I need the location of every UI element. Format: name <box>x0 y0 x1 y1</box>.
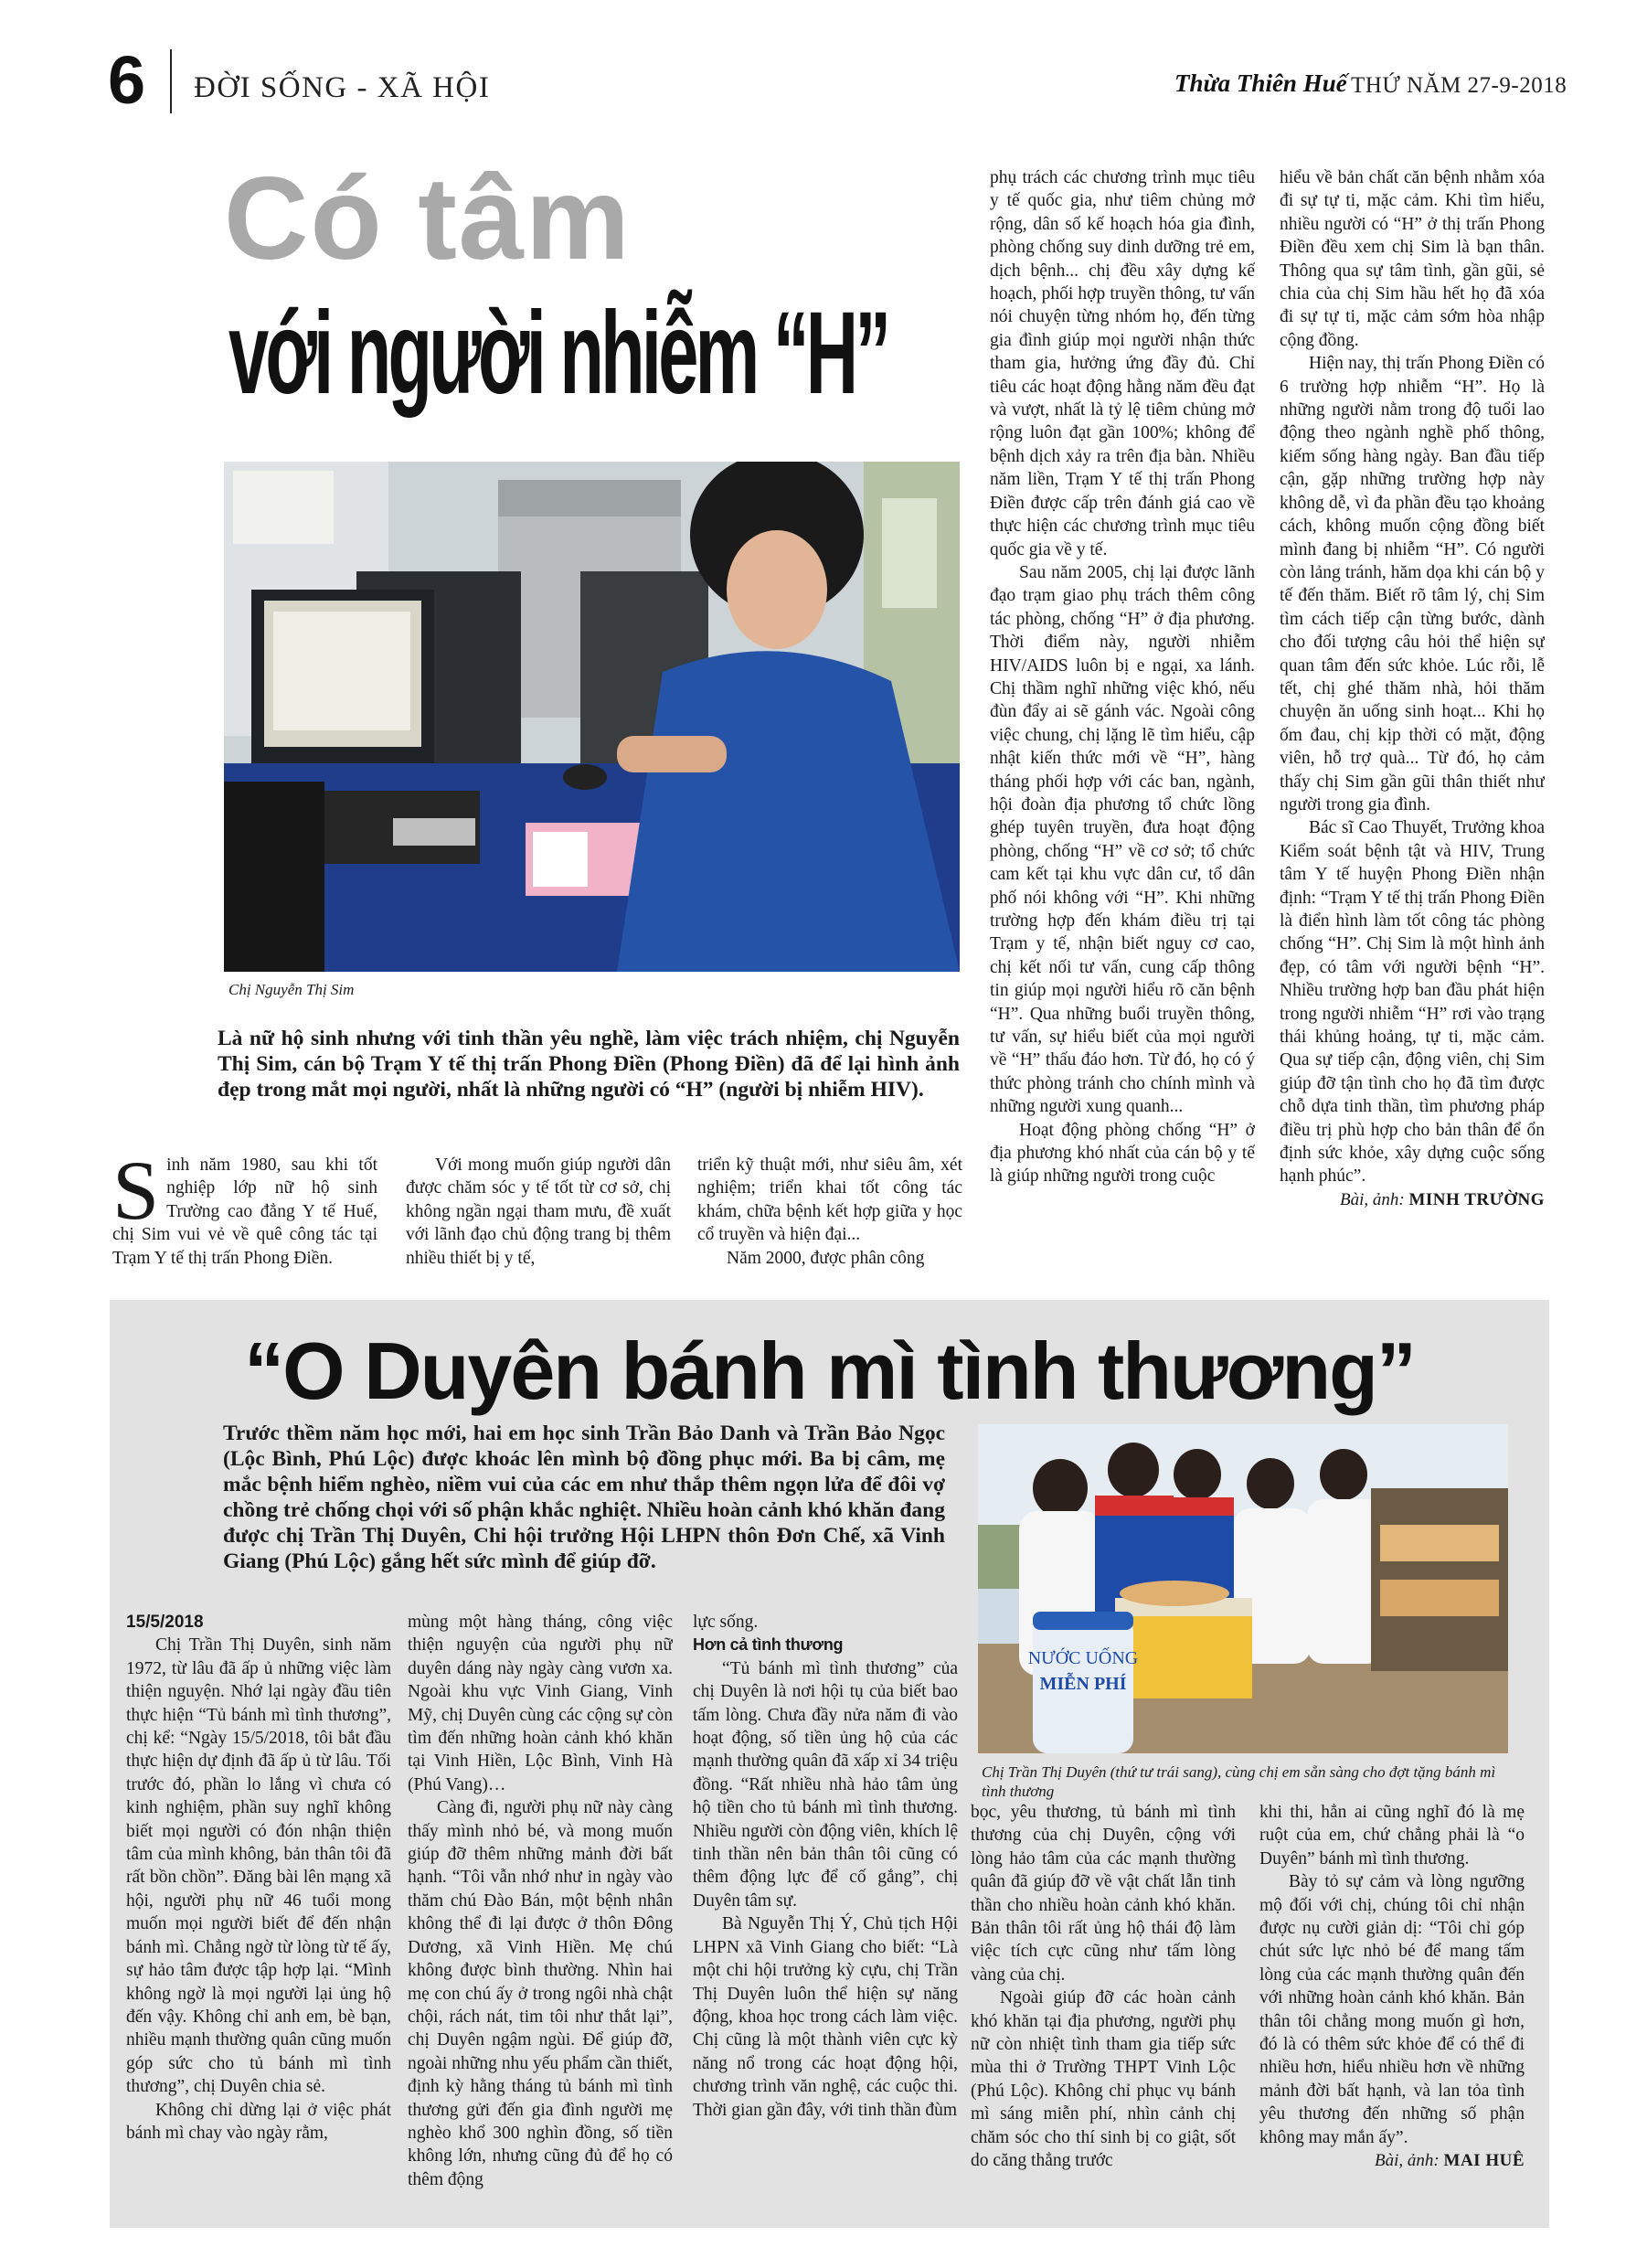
article1-column-2 <box>406 1154 671 1271</box>
newspaper-name: Thừa Thiên Huế <box>1174 69 1347 97</box>
paragraph: khi thi, hẳn ai cũng nghĩ đó là mẹ ruột của em, chứ chẳng phải là “o Duyên” bánh mì tình thương. <box>1259 1803 1525 1869</box>
article1-column-3 <box>697 1154 962 1271</box>
paragraph: hiểu về bản chất căn bệnh nhằm xóa đi sự tự ti, mặc cảm. Khi tìm hiểu, nhiều người có “H” ở thị trấn Phong Điền đều xem chị Sim là bạn thân. Thông qua sự tâm tình, gần gũi, sẻ chia của chị Sim hầu hết họ đã xóa đi sự tự ti, mặc cảm sớm hòa nhập cộng đồng. <box>1280 168 1545 350</box>
paragraph: Càng đi, người phụ nữ này càng thấy mình nhỏ bé, và mong muốn giúp đỡ thêm những mảnh đời bất hạnh. “Tôi vẫn nhớ như in ngày vào thăm chú Đào Bán, một bệnh nhân không thể đi lại được ở thôn Đông Dương, xã Vinh Hiền. Mẹ chú không được bình thường. Nhìn hai mẹ con chú ấy ở trong ngôi nhà chật chội, rách nát, tim tôi như thắt lại”, chị Duyên ngậm ngùi. Để giúp đỡ, ngoài những nhu yếu phẩm cần thiết, định kỳ hằng tháng tủ bánh mì tình thương gửi đến gia đình người mẹ nghèo khổ 300 nghìn đồng, số tiền không lớn, nhưng cũng đủ để họ có thêm động <box>408 1798 673 2189</box>
article2-lead: Trước thềm năm học mới, hai em học sinh Trần Bảo Danh và Trần Bảo Ngọc (Lộc Bình, Phú Lộc) được khoác lên mình bộ đồng phục mới. Ba bị câm, mẹ mắc bệnh hiểm nghèo, niềm vui của các em như thắp thêm ngọn lửa để đôi vợ chồng trẻ chống chọi với số phận khắc nghiệt. Nhiều hoàn cảnh khó khăn đang được chị Trần Thị Duyên, Chi hội trưởng Hội LHPN thôn Đơn Chế, xã Vinh Giang (Phú Lộc) gắng hết sức mình để giúp đỡ. <box>223 1421 945 1573</box>
photo-sign-top: NƯỚC UỐNG <box>1027 1648 1139 1668</box>
paragraph: phụ trách các chương trình mục tiêu y tế quốc gia, như tiêm chủng mở rộng, dân số kế hoạch hóa gia đình, phòng chống suy dinh dưỡng trẻ em, dịch bệnh... chị đều xây dựng kế hoạch, phối hợp truyền thông, tư vấn nói chuyện từng nhóm họ, đến từng gia đình giúp mọi người nhận thức tham gia, hưởng ứng đầy đủ. Chỉ tiêu các hoạt động hằng năm đều đạt và vượt, nhất là tỷ lệ tiêm chủng mở rộng luôn đạt gần 100%; không để bệnh dịch xảy ra trên địa bàn. Nhiều năm liền, Trạm Y tế thị trấn Phong Điền được cấp trên đánh giá cao về thực hiện các chương trình mục tiêu quốc gia về y tế. <box>990 168 1255 559</box>
photo-sign-bottom: MIỄN PHÍ <box>1039 1674 1127 1694</box>
article2-box <box>110 1300 1549 2228</box>
article2-photo-caption: Chị Trần Thị Duyên (thứ tư trái sang), cùng chị em sẵn sàng cho đợt tặng bánh mì tình thương <box>982 1763 1496 1800</box>
paragraph: Bày tỏ sự cảm và lòng ngưỡng mộ đối với chị, chúng tôi chỉ nhận được nụ cười giản dị: “Tôi chỉ góp chút sức lực nhỏ bé để mang tấm lòng của các mạnh thường quân đến với những hoàn cảnh khó khăn. Bản thân tôi chẳng mong muốn gì hơn, đó là có thêm sức khỏe để có thể đi nhiều hơn, hiểu nhiều hơn về những mảnh đời bất hạnh, và lan tỏa tình yêu thương đến những số phận không may mắn ấy”. <box>1259 1872 1525 2147</box>
paragraph: Hiện nay, thị trấn Phong Điền có 6 trường hợp nhiễm “H”. Họ là những người nằm trong độ tuổi lao động theo ngành nghề phố thông, kiếm sống hàng ngày. Ban đầu tiếp cận, gặp những trường hợp này không dễ, vì đa phần đều tạo khoảng cách, không muốn cộng đồng biết mình đang bị nhiễm “H”. Có người còn lảng tránh, hăm dọa khi cán bộ y tế đến thăm. Biết rõ tâm lý, chị Sim tìm cách tiếp cận từng bước, dành cho đối tượng câu hỏi thể hiện sự quan tâm đến sức khỏe. Lúc rỗi, lễ tết, chị ghé thăm nhà, hỏi thăm chuyện ăn uống sinh hoạt... Khi họ ốm đau, chị kịp thời có mặt, động viên, hỗ trợ quà... Từ đó, họ cảm thấy chị Sim gần gũi thân thiết như người trong gia đình. <box>1280 354 1545 815</box>
article1-credit <box>1280 1188 1545 1211</box>
photo-bread-volunteers <box>978 1424 1508 1753</box>
paragraph: Ngoài giúp đỡ các hoàn cảnh khó khăn tại địa phương, người phụ nữ còn nhiệt tình tham gia tiếp sức mùa thi ở Trường THPT Vinh Lộc (Phú Lộc). Không chỉ phục vụ bánh mì sáng miễn phí, nhìn cảnh chị chăm sóc cho thí sinh bị co giật, sốt do căng thẳng trước <box>971 1988 1236 2171</box>
article2-column-3 <box>693 1611 958 2223</box>
paragraph: Với mong muốn giúp người dân được chăm sóc y tế tốt từ cơ sở, chị không ngần ngại tham mưu, đề xuất với lãnh đạo chủ động trang bị thêm nhiều thiết bị y tế, <box>406 1155 671 1268</box>
paragraph: bọc, yêu thương, tủ bánh mì tình thương của chị Duyên, cộng với lòng hảo tâm của các mạnh thường quân đã giúp đỡ về vật chất lẫn tinh thần cho nhiều hoàn cảnh khó khăn. Bản thân tôi rất ủng hộ thái độ làm việc tích cực cũng như tấm lòng vàng của chị. <box>971 1803 1236 1985</box>
paragraph: inh năm 1980, sau khi tốt nghiệp lớp nữ hộ sinh Trường cao đẳng Y tế Huế, chị Sim vui vẻ về quê công tác tại Trạm Y tế thị trấn Phong Điền. <box>112 1155 377 1268</box>
article1-column-1 <box>112 1154 377 1271</box>
article2-column-5 <box>1259 1801 1525 2223</box>
paragraph: “Tủ bánh mì tình thương” của chị Duyên là nơi hội tụ của biết bao tấm lòng. Chưa đầy nửa năm đi vào hoạt động, số tiền ủng hộ của các mạnh thường quân đã xấp xỉ 34 triệu đồng. “Rất nhiều nhà hảo tâm ủng hộ tiền cho tủ bánh mì tình thương. Nhiều người còn động viên, khích lệ tinh thần nên bản thân tôi cũng có thêm động lực để cố gắng”, chị Duyên tâm sự. <box>693 1658 958 1911</box>
paragraph: triển kỹ thuật mới, như siêu âm, xét nghiệm; triển khai tốt công tác khám, chữa bệnh kết hợp giữa y học cổ truyền và hiện đại... <box>697 1155 962 1245</box>
article2-column-2 <box>408 1611 673 2223</box>
photo-woman-at-computer <box>224 462 960 972</box>
article2-title: “O Duyên bánh mì tình thương” <box>244 1326 1415 1416</box>
credit-prefix: Bài, ảnh: <box>1340 1189 1409 1209</box>
article1-column-5 <box>1280 166 1545 1272</box>
article2-column-4 <box>971 1801 1236 2223</box>
article1-column-4 <box>990 166 1255 1272</box>
article1-photo-caption: Chị Nguyễn Thị Sim <box>228 981 355 998</box>
article2-subheading: Hơn cả tình thương <box>693 1635 844 1655</box>
paragraph: Bà Nguyễn Thị Ý, Chủ tịch Hội LHPN xã Vinh Giang cho biết: “Là một chi hội trưởng kỳ cựu, chị Trần Thị Duyên luôn thể hiện sự năng động, khoa học trong cách làm việc. Chị cũng là một thành viên cực kỳ năng nổ trong các hoạt động hội, chương trình văn nghệ, các cuộc thi. Thời gian gần đây, với tinh thần đùm <box>693 1914 958 2120</box>
paragraph: Bác sĩ Cao Thuyết, Trưởng khoa Kiểm soát bệnh tật và HIV, Trung tâm Y tế huyện Phong Điền nhận định: “Trạm Y tế thị trấn Phong Điền là điển hình làm tốt công tác phòng chống “H”. Chị Sim là một hình ảnh đẹp, có tâm với người bệnh “H”. Nhiều trường hợp ban đầu phát hiện trong người nhiễm “H” rơi vào trạng thái khủng hoảng, tự ti, mặc cảm. Qua sự tiếp cận, động viên, chị Sim giúp đỡ tận tình cho họ đã tìm được chỗ dựa tinh thần, tìm phương pháp điều trị phù hợp cho bản thân để ổn định sức khỏe, xây dựng cuộc sống hạnh phúc”. <box>1280 818 1545 1187</box>
article1-title-line2: với người nhiễm “H” <box>228 288 888 419</box>
paragraph: Chị Trần Thị Duyên, sinh năm 1972, từ lâu đã ấp ủ những việc làm thiện nguyện. Nhớ lại ngày đầu tiên thực hiện “Tủ bánh mì tình thương”, chị kể: “Ngày 15/5/2018, tôi bắt đầu thực hiện dự định đã ấp ủ từ lâu. Tối trước đó, phần lo lắng vì chưa có kinh nghiệm, phần suy nghĩ không biết mọi người có đón nhận thiện tâm của mình không, bản thân tôi đã rất bồn chồn”. Đăng bài lên mạng xã hội, người phụ nữ 46 tuổi mong muốn mọi người biết để đến nhận bánh mì. Chẳng ngờ từ lòng từ tế ấy, sự hảo tâm được tập hợp lại. “Mình không ngờ là mọi người lại ủng hộ đến vậy. Không chỉ anh em, bè bạn, nhiều mạnh thường quân cũng muốn góp sức cho tủ bánh mì tình thương”, chị Duyên chia sẻ. <box>126 1635 391 2097</box>
credit-author: MINH TRƯỜNG <box>1408 1189 1545 1209</box>
section-name: ĐỜI SỐNG - XÃ HỘI <box>194 71 491 104</box>
credit-author: MAI HUÊ <box>1443 2151 1525 2171</box>
header-divider <box>170 49 172 113</box>
credit-prefix: Bài, ảnh: <box>1375 2151 1444 2171</box>
article1-dropcap: S <box>112 1154 160 1237</box>
article1-title-line1: Có tâm <box>224 154 632 284</box>
page-number: 6 <box>108 42 146 118</box>
paragraph: lực sống. <box>693 1613 759 1632</box>
paragraph: Hoạt động phòng chống “H” ở địa phương khó nhất của cán bộ y tế là giúp những người trong cuộc <box>990 1120 1255 1187</box>
article1-photo <box>224 462 960 972</box>
issue-date: THỨ NĂM 27-9-2018 <box>1351 73 1567 98</box>
paragraph: Sau năm 2005, chị lại được lãnh đạo trạm giao phụ trách thêm công tác phòng, chống “H” ở địa phương. Thời điểm này, người nhiễm HIV/AIDS luôn bị e ngại, xa lánh. Chị thầm nghĩ những việc khó, nếu đùn đẩy ai sẽ gánh vác. Ngoài công việc chung, chị lặng lẽ tìm hiểu, cập nhật kiến thức mới về “H”, hàng tháng phối hợp với các ban, ngành, hội đoàn địa phương tổ chức lồng ghép tuyên truyền, đưa hoạt động phòng, chống “H” về cơ sở; tổ chức cam kết tại khu vực dân cư, tổ dân phố nói không với “H”. Khi những trường hợp đến khám điều trị tại Trạm y tế, nhận biết nguy cơ cao, chị kết nối tư vấn, cung cấp thông tin giúp mọi người hiểu rõ căn bệnh “H”. Qua những buổi truyền thông, tư vấn, sự hiểu biết của mọi người về “H” thấu đáo hơn. Từ đó, họ có ý thức phòng tránh cho chính mình và những người xung quanh... <box>990 562 1255 1117</box>
article2-column-1 <box>126 1611 391 2223</box>
article1-lead: Là nữ hộ sinh nhưng với tinh thần yêu nghề, làm việc trách nhiệm, chị Nguyễn Thị Sim, cán bộ Trạm Y tế thị trấn Phong Điền (Phong Điền) đã để lại hình ảnh đẹp trong mắt mọi người, nhất là những người có “H” (người bị nhiễm HIV). <box>218 1027 960 1102</box>
article2-credit <box>1259 2149 1525 2172</box>
paragraph: Năm 2000, được phân công <box>727 1248 925 1268</box>
article2-date-heading: 15/5/2018 <box>126 1613 204 1632</box>
paragraph: mùng một hàng tháng, công việc thiện nguyện của người phụ nữ duyên dáng này ngày càng vươn xa. Ngoài khu vực Vinh Giang, Vinh Mỹ, chị Duyên cùng các cộng sự còn tìm đến những hoàn cảnh khó khăn tại Vinh Hiền, Lộc Bình, Vinh Hà (Phú Vang)… <box>408 1613 673 1794</box>
paragraph: Không chỉ dừng lại ở việc phát bánh mì chay vào ngày rằm, <box>126 2100 391 2143</box>
article2-photo <box>978 1424 1508 1753</box>
